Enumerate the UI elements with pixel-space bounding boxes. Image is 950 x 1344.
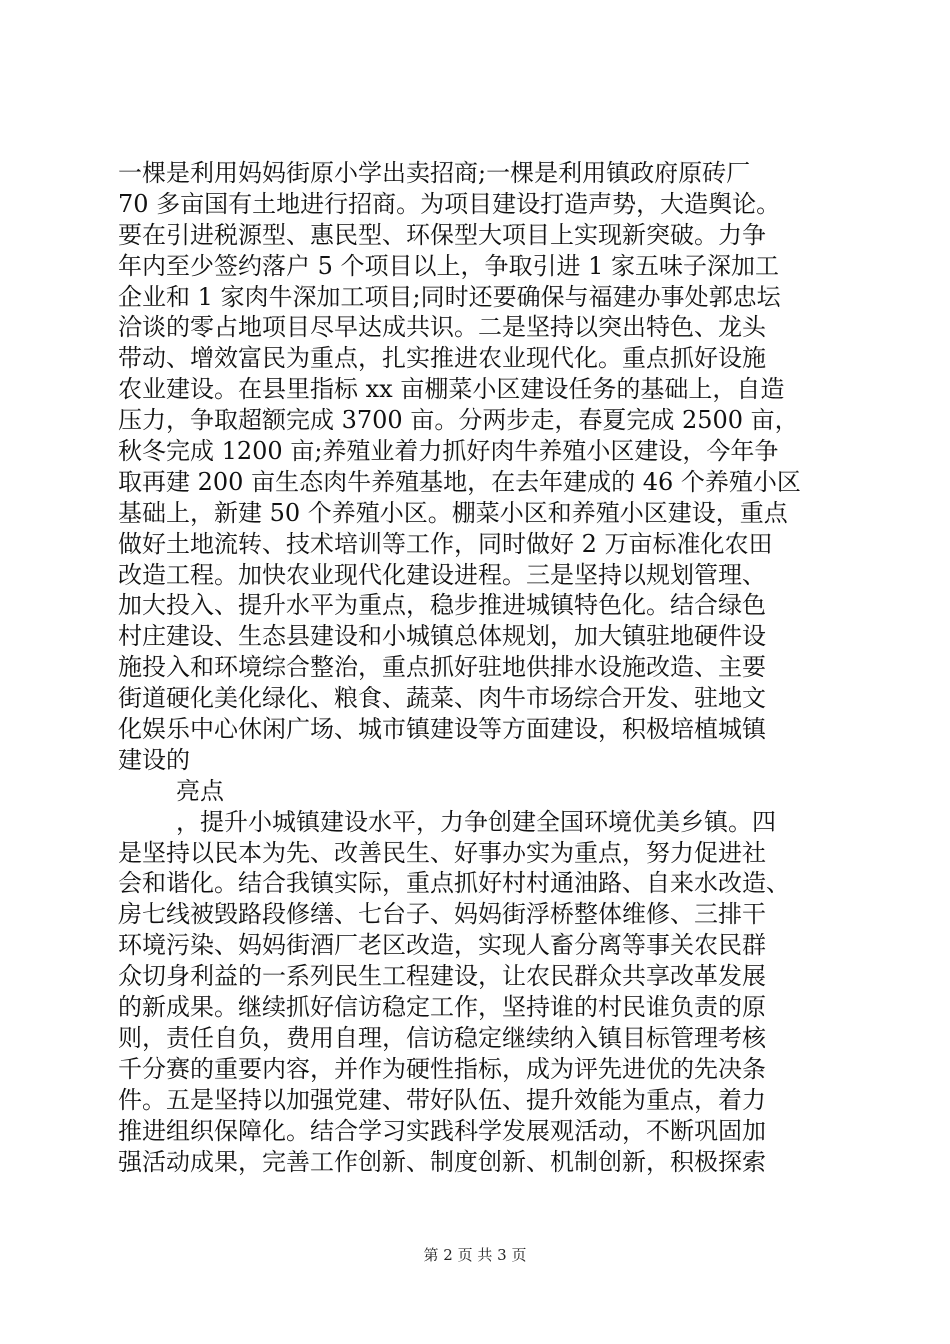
text-line: 农业建设。在县里指标 xx 亩棚菜小区建设任务的基础上，自造 [118,375,785,404]
text-line: 化娱乐中心休闲广场、城市镇建设等方面建设，积极培植城镇 [118,715,766,744]
text-line: 则，责任自负，费用自理，信访稳定继续纳入镇目标管理考核 [118,1023,766,1052]
text-line: 众切身利益的一系列民生工程建设，让农民群众共享改革发展 [118,962,766,991]
text-line: 的新成果。继续抓好信访稳定工作，坚持谁的村民谁负责的原 [118,993,766,1022]
text-line: 强活动成果，完善工作创新、制度创新、机制创新，积极探索 [118,1147,766,1176]
text-line: 村庄建设、生态县建设和小城镇总体规划，加大镇驻地硬件设 [118,622,766,651]
text-line: 秋冬完成 1200 亩;养殖业着力抓好肉牛养殖小区建设，今年争 [118,437,779,466]
text-line: 70 多亩国有土地进行招商。为项目建设打造声势，大造舆论。 [118,189,781,218]
text-line: 要在引进税源型、惠民型、环保型大项目上实现新突破。力争 [118,220,766,249]
section-heading: 亮点 [176,776,224,805]
text-line: 改造工程。加快农业现代化建设进程。三是坚持以规划管理、 [118,560,766,589]
text-line: 施投入和环境综合整治，重点抓好驻地供排水设施改造、主要 [118,653,766,682]
text-line: 会和谐化。结合我镇实际，重点抓好村村通油路、自来水改造、 [118,869,790,898]
text-line: 加大投入、提升水平为重点，稳步推进城镇特色化。结合绿色 [118,591,766,620]
page-number-label: 第 2 页 共 3 页 [423,1246,527,1264]
text-line: 带动、增效富民为重点，扎实推进农业现代化。重点抓好设施 [118,344,766,373]
text-line: 建设的 [118,745,190,774]
text-line: 是坚持以民本为先、改善民生、好事办实为重点，努力促进社 [118,838,766,867]
text-line: 千分赛的重要内容，并作为硬性指标，成为评先进优的先决条 [118,1054,766,1083]
text-line: 取再建 200 亩生态肉牛养殖基地，在去年建成的 46 个养殖小区 [118,467,801,496]
text-line: 件。五是坚持以加强党建、带好队伍、提升效能为重点，着力 [118,1085,766,1114]
document-body [118,158,833,1177]
text-line: 街道硬化美化绿化、粮食、蔬菜、肉牛市场综合开发、驻地文 [118,684,766,713]
text-line: 房七线被毁路段修缮、七台子、妈妈街浮桥整体维修、三排干 [118,900,766,929]
text-line: 洽谈的零占地项目尽早达成共识。二是坚持以突出特色、龙头 [118,313,766,342]
text-line: 做好土地流转、技术培训等工作，同时做好 2 万亩标准化农田 [118,529,773,558]
text-line: 环境污染、妈妈街酒厂老区改造，实现人畜分离等事关农民群 [118,931,766,960]
text-line: 基础上，新建 50 个养殖小区。棚菜小区和养殖小区建设，重点 [118,498,788,527]
text-line: 推进组织保障化。结合学习实践科学发展观活动，不断巩固加 [118,1116,766,1145]
page-footer [0,1244,950,1265]
text-line: 年内至少签约落户 5 个项目以上，争取引进 1 家五味子深加工 [118,251,780,280]
text-line: 压力，争取超额完成 3700 亩。分两步走，春夏完成 2500 亩， [118,406,799,435]
text-line: ，提升小城镇建设水平，力争创建全国环境优美乡镇。四 [176,807,776,836]
text-line: 企业和 1 家肉牛深加工项目;同时还要确保与福建办事处郭忠坛 [118,282,781,311]
text-line: 一棵是利用妈妈街原小学出卖招商;一棵是利用镇政府原砖厂 [118,159,751,187]
